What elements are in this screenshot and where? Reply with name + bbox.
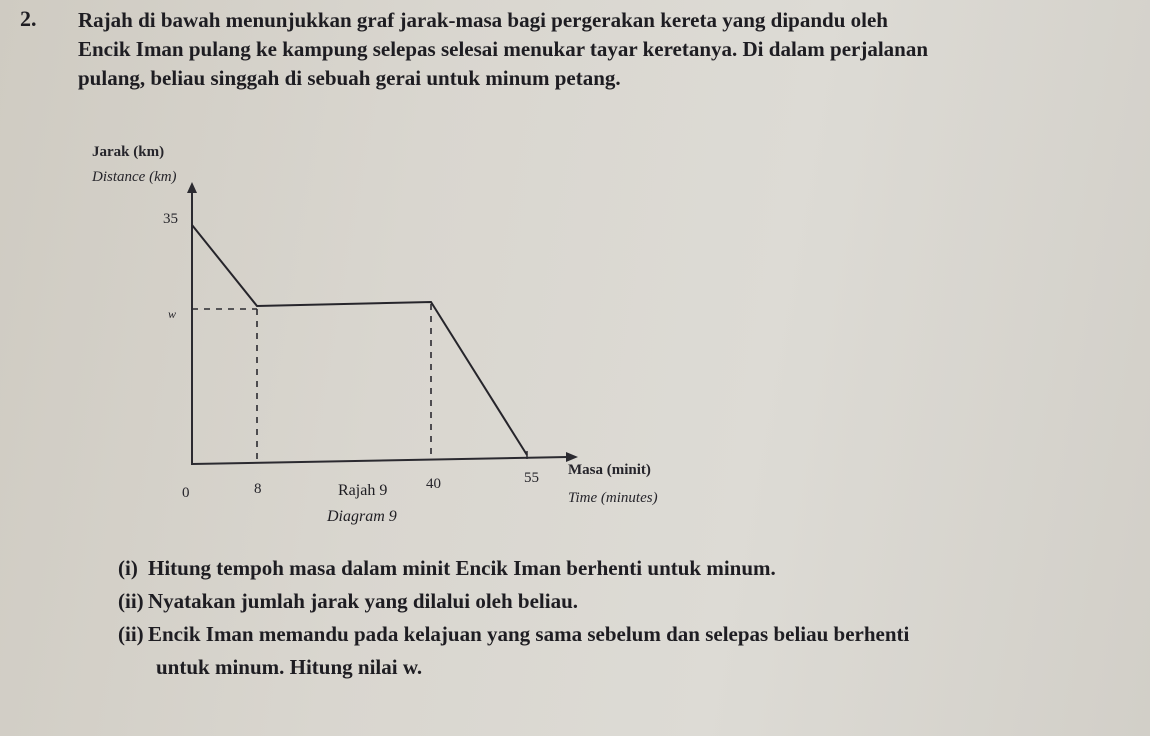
x-axis [192,457,568,464]
sub-question-list [118,552,1148,684]
sub-question-marker: (i) [118,556,138,580]
intro-line: pulang, beliau singgah di sebuah gerai untuk minum petang. [78,66,621,90]
x-tick-55: 55 [524,470,539,486]
x-tick-0: 0 [182,485,190,501]
sub-question-text: Encik Iman memandu pada kelajuan yang sama sebelum dan selepas beliau berhenti [148,622,910,646]
x-axis-label-english: Time (minutes) [568,490,658,506]
sub-question [118,552,1148,585]
sub-question [118,585,1148,618]
sub-question-marker: (ii) [118,589,144,613]
y-axis-label-english: Distance (km) [92,169,177,185]
x-tick-40: 40 [426,476,441,492]
intro-line: Encik Iman pulang ke kampung selepas selesai menukar tayar keretanya. Di dalam perjalanan [78,37,929,61]
diagram-caption-english: Diagram 9 [327,508,397,525]
intro-line: Rajah di bawah menunjukkan graf jarak-masa bagi pergerakan kereta yang dipandu oleh [78,8,888,32]
journey-line [192,225,527,455]
y-tick-w: w [168,307,177,321]
y-axis-label-malay: Jarak (km) [92,144,165,160]
diagram-caption-malay: Rajah 9 [338,482,388,499]
x-axis-label-malay: Masa (minit) [568,462,651,478]
x-tick-8: 8 [254,481,262,497]
y-tick-35: 35 [163,211,178,227]
sub-question [118,618,1148,684]
sub-question-text: Hitung tempoh masa dalam minit Encik Iman berhenti untuk minum. [148,556,776,580]
sub-question-marker: (ii) [118,622,144,646]
sub-question-text: Nyatakan jumlah jarak yang dilalui oleh beliau. [148,589,578,613]
question-number: 2. [20,6,37,31]
sub-question-text-continued: untuk minum. Hitung nilai w. [156,655,423,679]
y-axis-arrow [187,182,197,193]
x-axis-arrow [566,452,578,462]
